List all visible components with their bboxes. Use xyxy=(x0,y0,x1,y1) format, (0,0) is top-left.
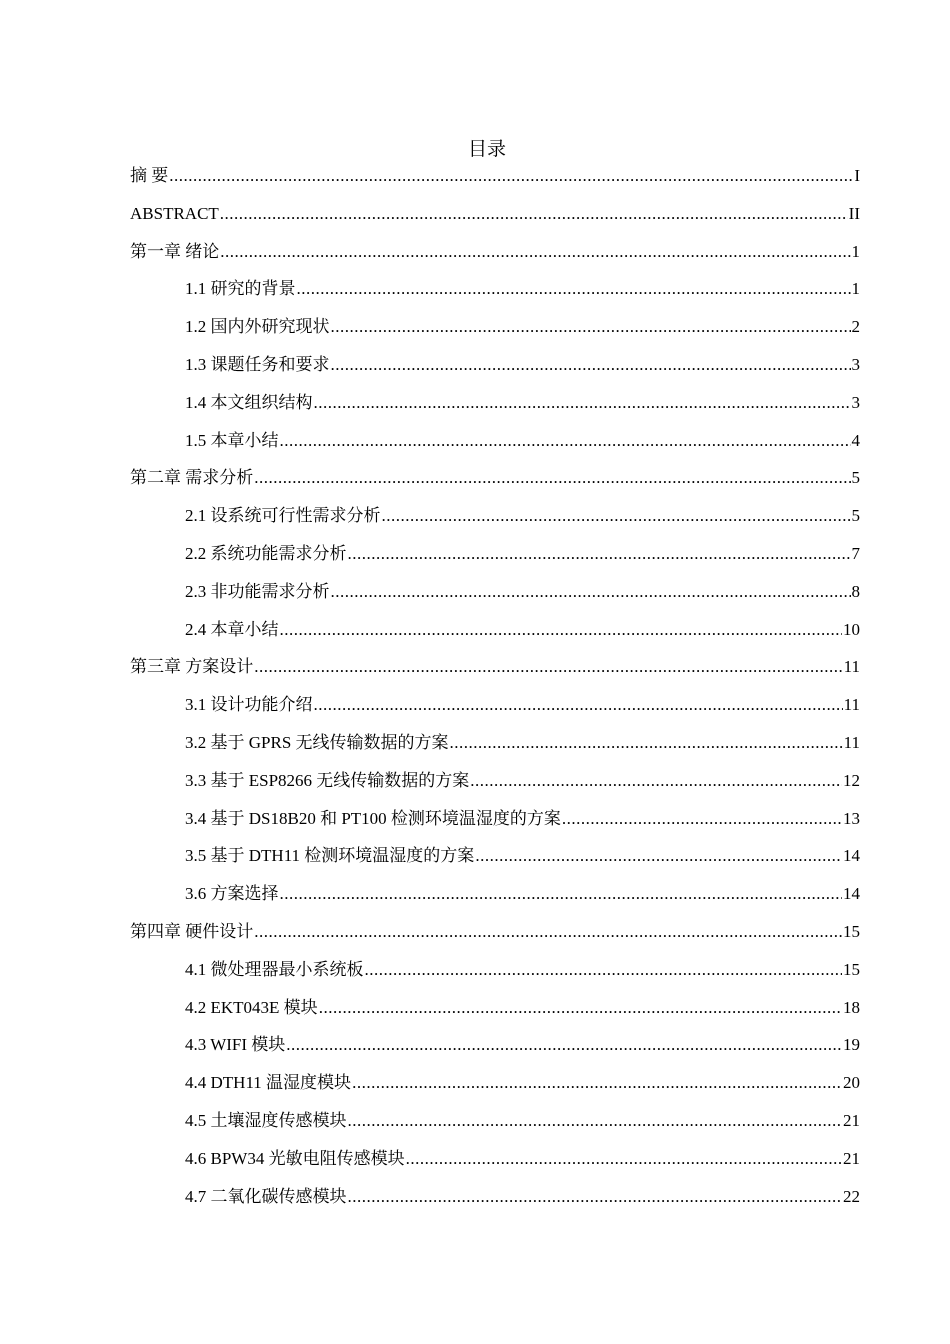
toc-dot-leader xyxy=(220,200,848,228)
toc-subsection-entry[interactable] xyxy=(130,578,860,616)
toc-subsection-entry[interactable] xyxy=(130,502,860,540)
toc-dot-leader xyxy=(475,842,842,870)
toc-subsection-entry[interactable] xyxy=(130,275,860,313)
toc-subsection-entry[interactable] xyxy=(130,805,860,843)
toc-dot-leader xyxy=(254,653,842,681)
toc-subsection-entry[interactable] xyxy=(130,767,860,805)
toc-dot-leader xyxy=(348,1107,843,1135)
toc-chapter-entry[interactable] xyxy=(130,653,860,691)
toc-entry-label: 4.1 微处理器最小系统板 xyxy=(185,959,364,979)
toc-entry-label: 1.1 研究的背景 xyxy=(185,279,296,299)
toc-entry-label: 3.4 基于 DS18B20 和 PT100 检测环境温湿度的方案 xyxy=(185,808,561,828)
toc-chapter-entry[interactable] xyxy=(130,238,860,276)
toc-subsection-entry[interactable] xyxy=(130,880,860,918)
toc-subsection-entry[interactable] xyxy=(130,351,860,389)
toc-chapter-entry[interactable] xyxy=(130,162,860,200)
toc-entry-page-number: 5 xyxy=(851,468,860,488)
toc-entry-page-number: II xyxy=(848,203,860,223)
toc-subsection-entry[interactable] xyxy=(130,616,860,654)
toc-dot-leader xyxy=(280,616,843,644)
toc-subsection-entry[interactable] xyxy=(130,842,860,880)
toc-dot-leader xyxy=(470,767,842,795)
toc-dot-leader xyxy=(314,691,843,719)
toc-entry-page-number: 10 xyxy=(843,619,860,639)
toc-dot-leader xyxy=(382,502,851,530)
toc-subsection-entry[interactable] xyxy=(130,1069,860,1107)
toc-entry-label: 摘 要 xyxy=(130,166,169,185)
toc-entry-label: 第二章 需求分析 xyxy=(130,468,254,488)
toc-chapter-entry[interactable] xyxy=(130,918,860,956)
toc-dot-leader xyxy=(348,540,851,568)
toc-entry-page-number: 1 xyxy=(851,241,860,261)
toc-entry-label: 2.4 本章小结 xyxy=(185,619,279,639)
toc-entry-page-number: 3 xyxy=(851,392,860,412)
toc-subsection-entry[interactable] xyxy=(130,1031,860,1069)
toc-entry-label: 4.2 EKT043E 模块 xyxy=(185,997,318,1017)
toc-subsection-entry[interactable] xyxy=(130,389,860,427)
toc-entry-page-number: 22 xyxy=(843,1186,860,1206)
toc-entry-label: 3.1 设计功能介绍 xyxy=(185,695,313,715)
toc-entry-label: 1.5 本章小结 xyxy=(185,430,279,450)
toc-entry-label: 第四章 硬件设计 xyxy=(130,921,254,941)
toc-entry-label: 4.4 DTH11 温湿度模块 xyxy=(185,1073,352,1093)
toc-entry-label: 4.6 BPW34 光敏电阻传感模块 xyxy=(185,1148,405,1168)
toc-dot-leader xyxy=(254,464,850,492)
toc-entry-page-number: 21 xyxy=(843,1110,860,1130)
toc-subsection-entry[interactable] xyxy=(130,1183,860,1221)
toc-entry-page-number: 14 xyxy=(843,846,860,866)
toc-entry-page-number: 14 xyxy=(843,884,860,904)
toc-dot-leader xyxy=(220,238,850,266)
toc-entry-label: 4.7 二氧化碳传感模块 xyxy=(185,1186,347,1206)
toc-chapter-entry[interactable] xyxy=(130,200,860,238)
toc-dot-leader xyxy=(348,1183,843,1211)
toc-entry-label: 第三章 方案设计 xyxy=(130,657,254,677)
toc-entry-page-number: 12 xyxy=(843,770,860,790)
toc-subsection-entry[interactable] xyxy=(130,994,860,1032)
toc-entry-page-number: I xyxy=(854,166,860,185)
toc-entry-label: 4.3 WIFI 模块 xyxy=(185,1035,286,1055)
toc-entry-page-number: 15 xyxy=(843,921,860,941)
toc-entry-label: 2.1 设系统可行性需求分析 xyxy=(185,506,381,526)
toc-entry-page-number: 20 xyxy=(843,1073,860,1093)
toc-dot-leader xyxy=(352,1069,842,1097)
toc-entry-label: 1.3 课题任务和要求 xyxy=(185,354,330,374)
toc-entry-page-number: 1 xyxy=(851,279,860,299)
toc-title: 目录 xyxy=(467,139,506,160)
toc-chapter-entry[interactable] xyxy=(130,464,860,502)
toc-dot-leader xyxy=(331,313,851,341)
toc-dot-leader xyxy=(280,427,851,455)
toc-subsection-entry[interactable] xyxy=(130,1145,860,1183)
toc-subsection-entry[interactable] xyxy=(130,540,860,578)
toc-dot-leader xyxy=(450,729,843,757)
toc-entry-page-number: 11 xyxy=(843,657,860,677)
toc-dot-leader xyxy=(254,918,842,946)
toc-subsection-entry[interactable] xyxy=(130,729,860,767)
toc-entry-label: 2.3 非功能需求分析 xyxy=(185,581,330,601)
toc-dot-leader xyxy=(280,880,843,908)
toc-entry-page-number: 15 xyxy=(843,959,860,979)
toc-dot-leader xyxy=(562,805,842,833)
toc-entry-label: 3.3 基于 ESP8266 无线传输数据的方案 xyxy=(185,770,470,790)
toc-entry-page-number: 7 xyxy=(851,543,860,563)
toc-entry-page-number: 5 xyxy=(851,506,860,526)
toc-entry-label: 4.5 土壤湿度传感模块 xyxy=(185,1110,347,1130)
toc-dot-leader xyxy=(297,275,851,303)
toc-dot-leader xyxy=(365,956,843,984)
toc-entry-page-number: 2 xyxy=(851,317,860,337)
toc-entry-label: 3.5 基于 DTH11 检测环境温湿度的方案 xyxy=(185,846,475,866)
toc-entry-page-number: 13 xyxy=(843,808,860,828)
toc-entry-page-number: 11 xyxy=(843,732,860,752)
toc-entry-label: 3.6 方案选择 xyxy=(185,884,279,904)
toc-subsection-entry[interactable] xyxy=(130,691,860,729)
toc-dot-leader xyxy=(331,578,851,606)
toc-entry-page-number: 3 xyxy=(851,354,860,374)
table-of-contents xyxy=(130,162,860,1220)
toc-subsection-entry[interactable] xyxy=(130,427,860,465)
toc-entry-label: 第一章 绪论 xyxy=(130,241,220,261)
toc-entry-label: 1.2 国内外研究现状 xyxy=(185,317,330,337)
toc-entry-page-number: 19 xyxy=(843,1035,860,1055)
toc-entry-page-number: 4 xyxy=(851,430,860,450)
toc-entry-label: 2.2 系统功能需求分析 xyxy=(185,543,347,563)
toc-subsection-entry[interactable] xyxy=(130,1107,860,1145)
toc-subsection-entry[interactable] xyxy=(130,956,860,994)
toc-dot-leader xyxy=(319,994,842,1022)
toc-dot-leader xyxy=(331,351,851,379)
toc-dot-leader xyxy=(286,1031,842,1059)
toc-entry-label: ABSTRACT xyxy=(130,203,219,223)
toc-dot-leader xyxy=(169,162,853,190)
toc-entry-page-number: 11 xyxy=(843,695,860,715)
toc-entry-label: 3.2 基于 GPRS 无线传输数据的方案 xyxy=(185,732,449,752)
toc-entry-page-number: 8 xyxy=(851,581,860,601)
toc-entry-page-number: 21 xyxy=(843,1148,860,1168)
toc-entry-page-number: 18 xyxy=(843,997,860,1017)
toc-dot-leader xyxy=(406,1145,842,1173)
toc-dot-leader xyxy=(314,389,851,417)
toc-entry-label: 1.4 本文组织结构 xyxy=(185,392,313,412)
toc-subsection-entry[interactable] xyxy=(130,313,860,351)
